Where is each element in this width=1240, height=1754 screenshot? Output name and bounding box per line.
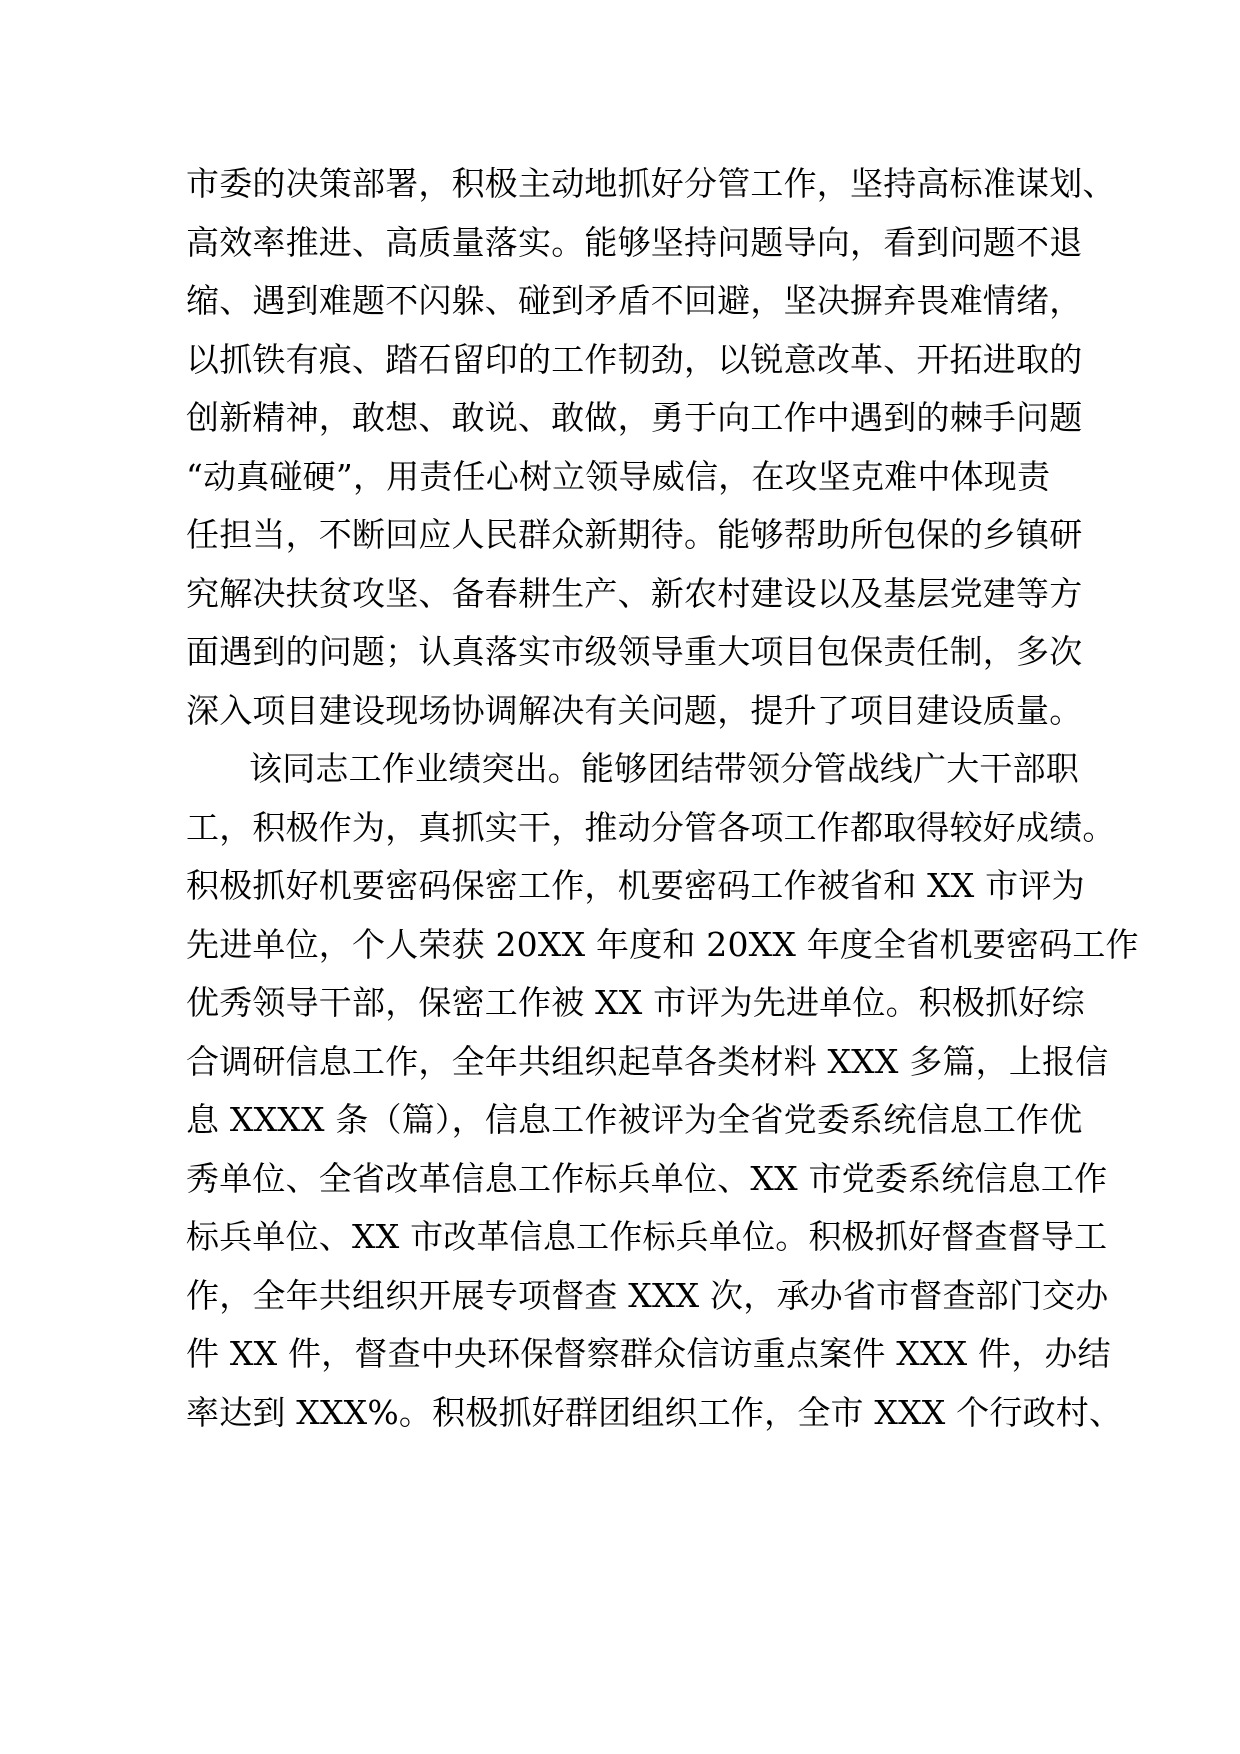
text-line: 件 XX 件，督查中央环保督察群众信访重点案件 XXX 件，办结: [186, 1334, 1111, 1373]
text-line: 创新精神，敢想、敢说、敢做，勇于向工作中遇到的棘手问题: [186, 398, 1083, 437]
text-line: 秀单位、全省改革信息工作标兵单位、XX 市党委系统信息工作: [186, 1159, 1108, 1198]
text-line: 缩、遇到难题不闪躲、碰到矛盾不回避，坚决摒弃畏难情绪，: [186, 281, 1083, 320]
text-line: 深入项目建设现场协调解决有关问题，提升了项目建设质量。: [186, 691, 1083, 730]
text-line: 标兵单位、XX 市改革信息工作标兵单位。积极抓好督查督导工: [186, 1217, 1108, 1256]
text-line: 究解决扶贫攻坚、备春耕生产、新农村建设以及基层党建等方: [186, 574, 1083, 613]
text-line: 任担当，不断回应人民群众新期待。能够帮助所包保的乡镇研: [186, 515, 1083, 554]
paragraph-first-line: 该同志工作业绩突出。能够团结带领分管战线广大干部职: [249, 749, 1079, 788]
text-line: 息 XXXX 条（篇），信息工作被评为全省党委系统信息工作优: [186, 1100, 1083, 1139]
text-line: 以抓铁有痕、踏石留印的工作韧劲，以锐意改革、开拓进取的: [186, 340, 1083, 379]
text-line: 积极抓好机要密码保密工作，机要密码工作被省和 XX 市评为: [186, 866, 1085, 905]
text-line: 面遇到的问题；认真落实市级领导重大项目包保责任制，多次: [186, 632, 1083, 671]
text-line: 市委的决策部署，积极主动地抓好分管工作，坚持高标准谋划、: [186, 164, 1116, 203]
text-line: “动真碰硬”，用责任心树立领导威信，在攻坚克难中体现责: [186, 457, 1051, 496]
text-line: 先进单位，个人荣获 20XX 年度和 20XX 年度全省机要密码工作: [186, 925, 1139, 964]
text-line: 合调研信息工作，全年共组织起草各类材料 XXX 多篇，上报信: [186, 1042, 1109, 1081]
text-line: 高效率推进、高质量落实。能够坚持问题导向，看到问题不退: [186, 223, 1083, 262]
text-line: 率达到 XXX%。积极抓好群团组织工作，全市 XXX 个行政村、: [186, 1393, 1123, 1432]
text-line: 作，全年共组织开展专项督查 XXX 次，承办省市督查部门交办: [186, 1276, 1109, 1315]
text-line: 工，积极作为，真抓实干，推动分管各项工作都取得较好成绩。: [186, 808, 1116, 847]
text-line: 优秀领导干部，保密工作被 XX 市评为先进单位。积极抓好综: [186, 983, 1085, 1022]
